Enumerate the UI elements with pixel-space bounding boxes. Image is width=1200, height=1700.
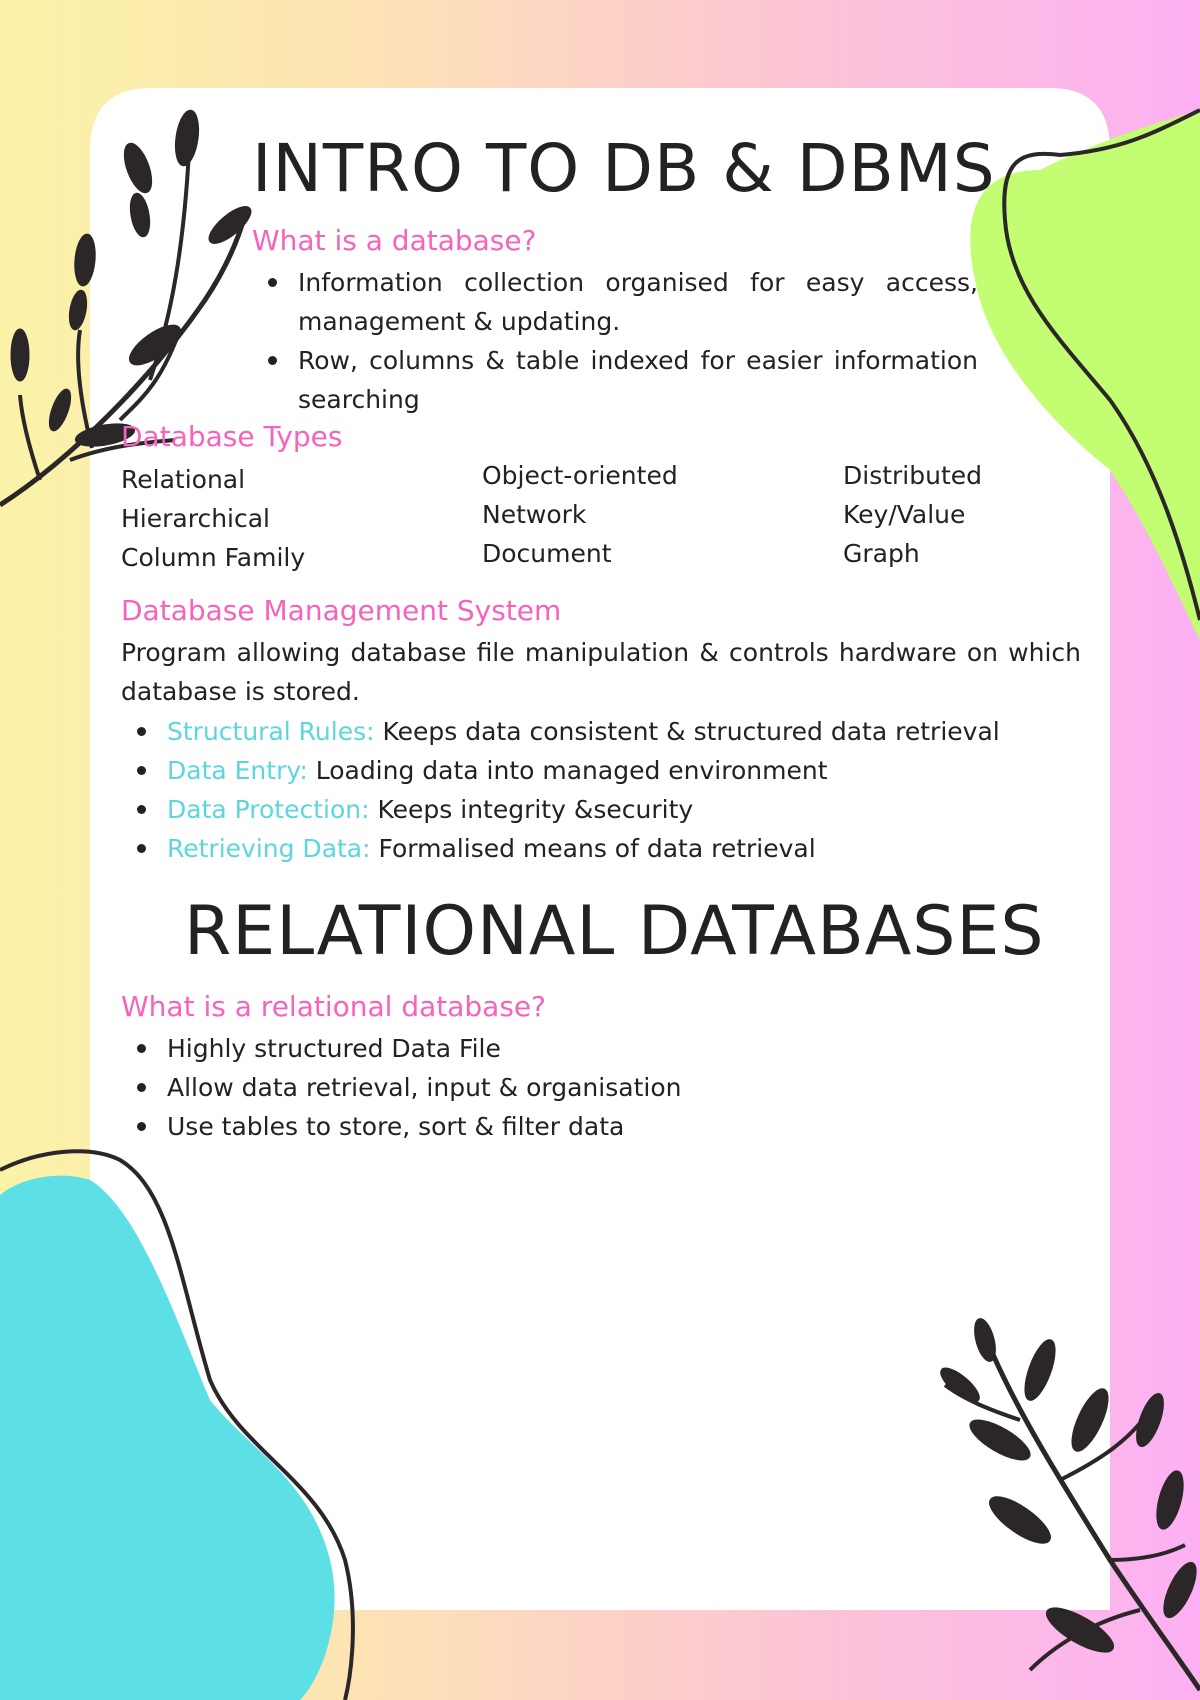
- type-item: Relational: [121, 465, 246, 494]
- what-is-database-list: [252, 263, 978, 419]
- type-item: Column Family: [121, 543, 306, 572]
- types-column: [843, 456, 1021, 577]
- list-item: [121, 751, 1081, 790]
- relational-database-list: [121, 1029, 1021, 1146]
- list-item: Information collection organised for easy access, management & updating.: [252, 263, 978, 341]
- type-item: Network: [482, 500, 587, 529]
- feature-term: Retrieving Data:: [167, 834, 371, 863]
- dbms-features-list: [121, 712, 1081, 868]
- list-item: [121, 829, 1081, 868]
- page-title: INTRO TO DB & DBMS: [252, 130, 996, 207]
- list-item: Use tables to store, sort & filter data: [121, 1107, 1021, 1146]
- feature-text: Formalised means of data retrieval: [370, 834, 816, 863]
- type-item: Key/Value: [843, 500, 966, 529]
- type-item: Hierarchical: [121, 504, 270, 533]
- what-is-database-heading: What is a database?: [252, 224, 537, 257]
- relational-database-heading: What is a relational database?: [121, 990, 547, 1023]
- feature-term: Data Entry:: [167, 756, 308, 785]
- list-item: Row, columns & table indexed for easier information searching: [252, 341, 978, 419]
- dbms-heading: Database Management System: [121, 594, 562, 627]
- type-item: Graph: [843, 539, 920, 568]
- list-item: [121, 790, 1081, 829]
- list-item: Allow data retrieval, input & organisation: [121, 1068, 1021, 1107]
- type-item: Object-oriented: [482, 461, 678, 490]
- feature-term: Data Protection:: [167, 795, 370, 824]
- list-item: Highly structured Data File: [121, 1029, 1021, 1068]
- feature-text: Loading data into managed environment: [307, 756, 828, 785]
- types-column: [121, 460, 482, 577]
- section-title: RELATIONAL DATABASES: [184, 892, 1045, 971]
- database-types-heading: Database Types: [121, 420, 343, 453]
- feature-text: Keeps data consistent & structured data retrieval: [374, 717, 1000, 746]
- types-column: [482, 456, 843, 577]
- dbms-description: Program allowing database file manipulation & controls hardware on which database is stored.: [121, 638, 1081, 706]
- feature-text: Keeps integrity &security: [369, 795, 694, 824]
- type-item: Document: [482, 539, 612, 568]
- database-types-grid: [121, 460, 1021, 577]
- list-item: [121, 712, 1081, 751]
- type-item: Distributed: [843, 461, 983, 490]
- feature-term: Structural Rules:: [167, 717, 375, 746]
